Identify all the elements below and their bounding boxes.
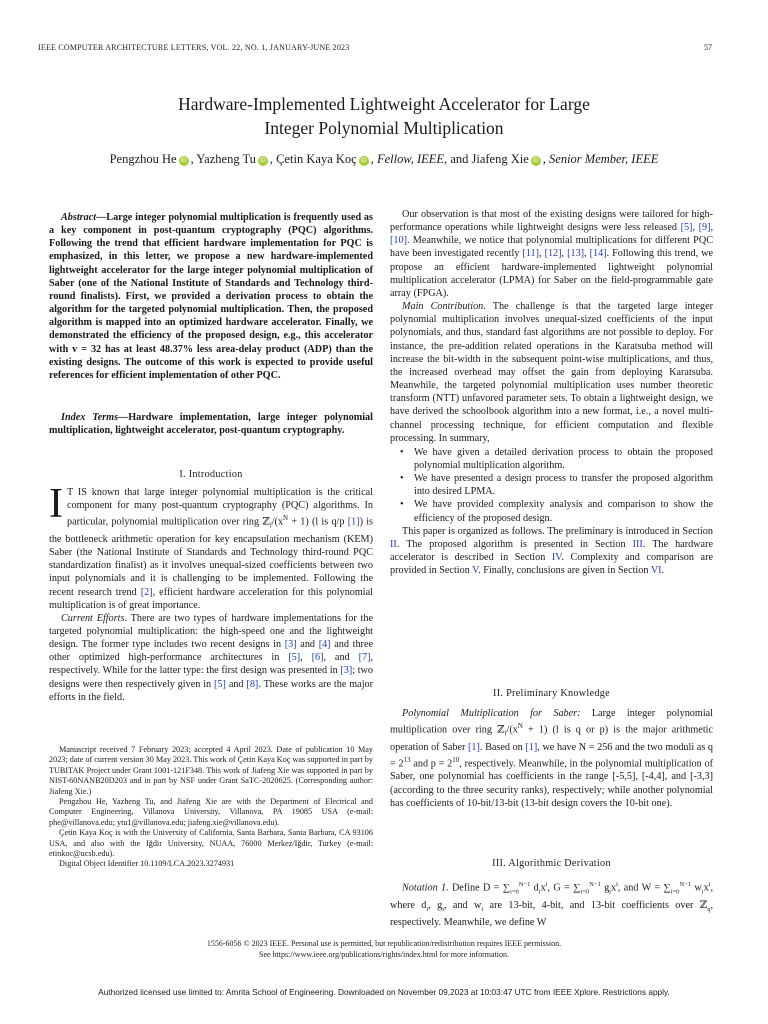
- abstract-label: Abstract: [61, 212, 97, 223]
- footnote-doi: Digital Object Identifier 10.1109/LCA.2023.3274931: [59, 859, 235, 869]
- paper-title: [0, 92, 768, 140]
- citation-link[interactable]: [5]: [288, 652, 301, 664]
- introduction-body: I T IS known that large integer polynomial multiplication is the critical component for many post-quantum cryptography (PQC) algorithms. In particular, polynomial multiplication over ring $ℤ_l/(x^N + 1)$ (l is q/p [1]) is the bottleneck arithmetic operation for key encapsulation mechanism (KEM) Saber (the National Institute of Standards and Technology third-round PQC standardization finalist) as it involves unequal-sized coefficients between two input polynomials and it is challenging to be implemented. Following the recent research trend [2], efficient hardware acceleration for this polynomial multiplication is of great importance. Current Efforts. There are two types of hardware implementations for the targeted polynomial multiplication: the high-speed one and the lightweight design. The former type includes two recent designs in [3] and [4] and three other optimized high-performance architectures in [5], [6], and [7], respectively. While for the latter type: the first design was presented in [3]; two designs were then respectively given in [5] and [8]. These works are the major efforts in the field.: [49, 481, 374, 703]
- index-terms: [49, 411, 373, 437]
- author-list: [0, 152, 768, 167]
- citation-link[interactable]: [5]: [680, 222, 693, 234]
- section-link[interactable]: V: [472, 565, 479, 577]
- citation-link[interactable]: [4]: [318, 639, 331, 651]
- title-line-1: Hardware-Implemented Lightweight Accelerator for Large: [178, 94, 590, 114]
- citation-link[interactable]: [12]: [544, 248, 562, 260]
- main-contribution-label: Main Contribution: [402, 301, 484, 313]
- author-1: Pengzhou He: [109, 152, 177, 166]
- section-link[interactable]: IV: [551, 552, 562, 564]
- abstract-text: —Large integer polynomial multiplication is frequently used as a key component in post-quantum cryptography (PQC) algorithms. Following the trend that efficient hardware implementation for PQC is emphasized, in this letter, we propose a new hardware-implemented lightweight accelerator for the large integer polynomial multiplication of Saber (one of the National Institute of Standards and Technology third-round finalists). First, we provided a derivation process to obtain the algorithm for the targeted polynomial multiplication. Then, the proposed algorithm is mapped into an optimized hardware accelerator. Finally, we demonstrated the efficiency of the proposed design, e.g., this accelerator with v = 32 has at least 48.37% less area-delay product (ADP) than the existing designs. The outcome of this work is expected to provide useful references for efficient implementation of other PQC.: [49, 212, 373, 381]
- citation-link[interactable]: [13]: [567, 248, 585, 260]
- section-link[interactable]: II: [390, 538, 397, 550]
- contribution-list: [390, 446, 713, 525]
- introduction-continued: Our observation is that most of the existing designs were tailored for high-performance operations while lightweight designs were less released [5], [9], [10]. Meanwhile, we notice that polynomial multiplications for different PQC have been investigated recently [11], [12], [13], [14]. Following this trend, we propose an efficient hardware-implemented lightweight polynomial multiplication accelerator (LPMA) for Saber on the field-programmable gate array (FPGA). Main Contribution. The challenge is that the targeted large integer polynomial multiplication involves unequal-sized coefficients of the input polynomials, and thus, standard fast algorithms are not possible to deploy. For instance, the pre-addition related operations in the Karatsuba method will increase the bit-width in the subsequent point-wise multiplications, and thus, the increased overhead may offset the gain from deploying Karatsuba. Meanwhile, the targeted polynomial multiplication uses number theoretic transform (NTT) unfavored parameter sets. To obtain a lightweight design, we have derived the schoolbook algorithm into a new format, i.e., a novel multi-channel processing technique, for efficient computation and flexible processing. In summary, • We have given a detailed derivation process to obtain the proposed polynomial multiplication algorithm. • We have presented a design process to transfer the proposed algorithm into desired LPMA. • We have provided complexity analysis and comparison to show the efficiency of the proposed design. This paper is organized as follows. The preliminary is introduced in Section II. The proposed algorithm is presented in Section III. The hardware accelerator is described in Section IV. Complexity and comparison are provided in Section V. Finally, conclusions are given in Section VI.: [390, 208, 713, 577]
- citation-link[interactable]: [3]: [340, 665, 353, 677]
- orcid-icon[interactable]: iD: [531, 156, 541, 166]
- citation-link[interactable]: [1]: [347, 516, 360, 528]
- citation-link[interactable]: [3]: [284, 639, 297, 651]
- list-item: • We have provided complexity analysis and comparison to show the efficiency of the proposed design.: [390, 498, 713, 524]
- index-terms-text: —Hardware implementation, large integer polynomial multiplication, lightweight accelerator, post-quantum cryptography.: [49, 412, 373, 437]
- footnote: [49, 745, 373, 870]
- citation-link[interactable]: [1]: [468, 741, 480, 753]
- author-4: and Jiafeng Xie: [447, 152, 529, 166]
- abstract: [49, 211, 373, 382]
- citation-link[interactable]: [2]: [140, 586, 153, 598]
- current-efforts-label: Current Efforts: [61, 612, 125, 624]
- index-terms-label: Index Terms: [61, 412, 119, 423]
- author-4-affiliation: , Senior Member, IEEE: [542, 152, 659, 166]
- section-link[interactable]: VI: [650, 565, 662, 577]
- drop-cap: I: [49, 481, 63, 527]
- citation-link[interactable]: [1]: [525, 741, 538, 753]
- citation-link[interactable]: [10]: [390, 235, 407, 247]
- list-item: • We have given a detailed derivation process to obtain the proposed polynomial multiplication algorithm.: [390, 446, 713, 472]
- citation-link[interactable]: [7]: [358, 652, 371, 664]
- subsection-label: Polynomial Multiplication for Saber:: [402, 708, 581, 719]
- footnote-manuscript: Manuscript received 7 February 2023; accepted 4 April 2023. Date of publication 10 May 2023; date of current version 30 May 2023. This work of Çetin Kaya Koç was supported in part by TUBITAK Project under Grant 1001-121F348. This work of Jiafeng Xie was supported in part by NIST-60NANB20D203 and in part by NSF under Grant SaTC-2020625. (Corresponding author: Jiafeng Xie.): [49, 745, 373, 796]
- section-link[interactable]: III: [632, 538, 643, 550]
- citation-link[interactable]: [9]: [698, 222, 711, 234]
- citation-link[interactable]: [6]: [311, 652, 324, 664]
- page-number: 57: [704, 43, 712, 52]
- copyright-notice: [0, 938, 768, 960]
- citation-link[interactable]: [14]: [589, 248, 607, 260]
- citation-link[interactable]: [8]: [246, 678, 259, 690]
- orcid-icon[interactable]: iD: [179, 156, 189, 166]
- section-heading-preliminary: II. Preliminary Knowledge: [493, 688, 610, 699]
- section-3-body: Notation 1. Define $D = \sum_{i=0}^{N-1}$ $d_ix^i$, $G = \sum_{i=0}^{N-1}$ $g_ix^i$, and $W = \sum_{i=0}^{N-1}$ $w_ix^i$, where $d_i$, $g_i$, and $w_i$ are 13-bit, 4-bit, and 13-bit coefficients over ℤ$_q$, respectively. Meanwhile, we define W: [390, 881, 714, 928]
- footnote-affiliation-1: Pengzhou He, Yazheng Tu, and Jiafeng Xie are with the Department of Electrical and Computer Engineering, Villanova University, Villanova, PA 19085 USA (e-mail: phe@villanova.edu; ytu1@villanova.edu; jiafeng.xie@villanova.edu).: [49, 797, 373, 827]
- journal-header: IEEE COMPUTER ARCHITECTURE LETTERS, VOL. 22, NO. 1, JANUARY-JUNE 2023: [38, 43, 350, 52]
- section-heading-derivation: III. Algorithmic Derivation: [492, 858, 611, 869]
- copyright-line-1: 1556-6056 © 2023 IEEE. Personal use is permitted, but republication/redistribution requires IEEE permission.: [206, 939, 562, 948]
- copyright-line-2: See https://www.ieee.org/publications/rights/index.html for more information.: [259, 950, 509, 959]
- title-line-2: Integer Polynomial Multiplication: [264, 118, 504, 138]
- section-2-body: Polynomial Multiplication for Saber: Large integer polynomial multiplication over ring $ℤ_l/(x^N + 1)$ (l is q or p) is the major arithmetic operation of Saber [1]. Based on [1], we have N = 256 and the two moduli as $q = 2^{13}$ and $p = 2^{10}$, respectively. Meanwhile, in the polynomial multiplication of Saber, one polynomial has coefficients in the range [-5,5], [-4,4], and [-3,3] (according to the three security ranks), respectively; while another polynomial has coefficients of 10-bit/13-bit (13-bit design covers the 10-bit one).: [390, 708, 714, 809]
- list-item: • We have presented a design process to transfer the proposed algorithm into desired LPMA.: [390, 472, 713, 498]
- author-2: , Yazheng Tu: [190, 152, 256, 166]
- section-heading-introduction: I. Introduction: [179, 469, 243, 480]
- citation-link[interactable]: [11]: [522, 248, 540, 260]
- author-3-affiliation: , Fellow, IEEE,: [370, 152, 448, 166]
- footnote-affiliation-2: Çetin Kaya Koç is with the University of California, Santa Barbara, Santa Barbara, CA 93106 USA, and also with the Iğdir University, NUAA, 76000 Merkez/Iğdir, Turkey (e-mail: etinkoc@ucsb.edu).: [49, 828, 373, 859]
- orcid-icon[interactable]: iD: [359, 156, 369, 166]
- license-notice: Authorized licensed use limited to: Amrita School of Engineering. Downloaded on November 09,2023 at 10:03:47 UTC from IEEE Xplore. Restrictions apply.: [98, 987, 670, 997]
- orcid-icon[interactable]: iD: [258, 156, 268, 166]
- citation-link[interactable]: [5]: [214, 678, 226, 690]
- author-3: , Çetin Kaya Koç: [269, 152, 357, 166]
- notation-label: Notation 1.: [402, 882, 449, 894]
